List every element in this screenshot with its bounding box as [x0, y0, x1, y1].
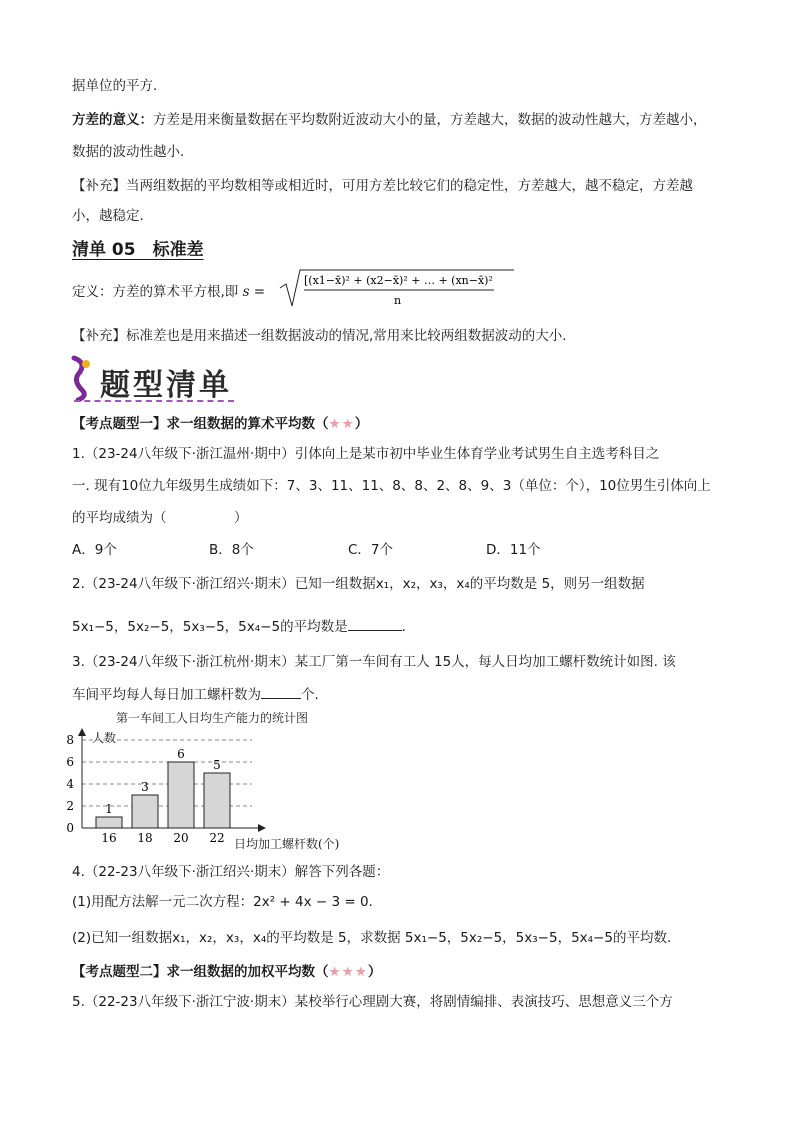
type-1-heading: 【考点题型一】求一组数据的算术平均数（★★）: [72, 416, 369, 432]
q2-line-1: 2.（23-24八年级下·浙江绍兴·期末）已知一组数据x₁，x₂，x₃，x₄的平均数是 5，则另一组数据: [72, 576, 645, 592]
q1-line-1: 1.（23-24八年级下·浙江温州·期中）引体向上是某市初中毕业生体育学业考试男生自主选考科目之: [72, 446, 660, 462]
question-types-banner: [66, 354, 246, 406]
q3-line-1: 3.（23-24八年级下·浙江杭州·期末）某工厂第一车间有工人 15人，每人日均加工螺杆数统计如图. 该: [72, 654, 676, 670]
bar-16: [96, 817, 122, 828]
y-axis-arrow: [78, 728, 86, 736]
bar-18: [132, 795, 158, 828]
q3-line-2: 车间平均每人每日加工螺杆数为 个.: [72, 684, 734, 705]
y-tick-label: 4: [66, 777, 74, 791]
chart-ylabel: 人数: [92, 731, 117, 745]
bar-value-label: 1: [105, 802, 113, 816]
formula-numerator: [(x1−x̄)² + (x2−x̄)² + … + (xn−x̄)²: [304, 274, 493, 287]
x-axis-arrow: [258, 824, 266, 832]
q1-line-3: 的平均成绩为（ ）: [72, 510, 248, 526]
y-tick-label: 0: [66, 821, 74, 835]
option-c: C．7个: [348, 542, 394, 558]
chart-xlabel: 日均加工螺杆数(个): [234, 837, 340, 851]
q5-line-1: 5.（22-23八年级下·浙江宁波·期末）某校举行心理剧大赛，将剧情编排、表演技巧、思想意义三个方: [72, 994, 673, 1010]
q4-part-1: (1)用配方法解一元二次方程：2x² + 4x − 3 = 0.: [72, 894, 373, 910]
bar-value-label: 5: [213, 758, 221, 772]
supplement-1: 【补充】当两组数据的平均数相等或相近时，可用方差比较它们的稳定性，方差越大，越不稳定，方差越: [72, 178, 693, 194]
bar-22: [204, 773, 230, 828]
difficulty-stars: ★★★: [328, 964, 368, 980]
difficulty-stars: ★★: [328, 416, 355, 432]
banner-underline: [74, 400, 234, 402]
mascot-icon: [66, 354, 96, 402]
variance-meaning: 方差的意义：方差是用来衡量数据在平均数附近波动大小的量，方差越大，数据的波动性越大，方差越小，: [72, 112, 707, 128]
chart-title: 第一车间工人日均生产能力的统计图: [115, 711, 309, 725]
y-tick-label: 6: [66, 755, 74, 769]
q4-part-2: (2)已知一组数据x₁，x₂，x₃，x₄的平均数是 5，求数据 5x₁−5，5x₂−5，5x₃−5，5x₄−5的平均数.: [72, 930, 672, 946]
x-tick-label: 18: [137, 831, 153, 845]
x-tick-label: 22: [209, 831, 225, 845]
variance-meaning-cont: 数据的波动性越小.: [72, 144, 185, 160]
option-a: A．9个: [72, 542, 117, 558]
option-d: D．11个: [486, 542, 541, 558]
banner-title: 题型清单: [100, 368, 232, 403]
formula-denominator: n: [394, 294, 402, 307]
option-b: B．8个: [209, 542, 254, 558]
q3-answer-blank: [261, 684, 301, 699]
q4-line-1: 4.（22-23八年级下·浙江绍兴·期末）解答下列各题：: [72, 864, 390, 880]
q2-answer-blank: [348, 616, 402, 631]
supplement-1-cont: 小，越稳定.: [72, 208, 144, 224]
y-tick-label: 8: [66, 733, 74, 747]
y-tick-label: 2: [66, 799, 74, 813]
x-tick-label: 16: [101, 831, 117, 845]
q1-line-2: 一. 现有10位九年级男生成绩如下：7、3、11、11、8、8、2、8、9、3（单位：个），10位男生引体向上: [72, 478, 711, 494]
q2-line-2: 5x₁−5，5x₂−5，5x₃−5，5x₄−5的平均数是 .: [72, 616, 734, 637]
bar-20: [168, 762, 194, 828]
intro-line-1: 据单位的平方.: [72, 78, 158, 94]
section-05-title: 清单 05 标准差: [72, 240, 204, 260]
worker-production-chart: [62, 708, 382, 856]
bar-value-label: 6: [177, 747, 185, 761]
type-2-heading: 【考点题型二】求一组数据的加权平均数（★★★）: [72, 964, 382, 980]
x-tick-label: 20: [173, 831, 189, 845]
std-definition: 定义：方差的算术平方根,即 s =: [72, 284, 266, 300]
meaning-label: 方差的意义：: [72, 112, 153, 128]
bar-value-label: 3: [141, 780, 149, 794]
supplement-2: 【补充】标准差也是用来描述一组数据波动的情况,常用来比较两组数据波动的大小.: [72, 328, 567, 344]
std-formula: [278, 266, 518, 310]
